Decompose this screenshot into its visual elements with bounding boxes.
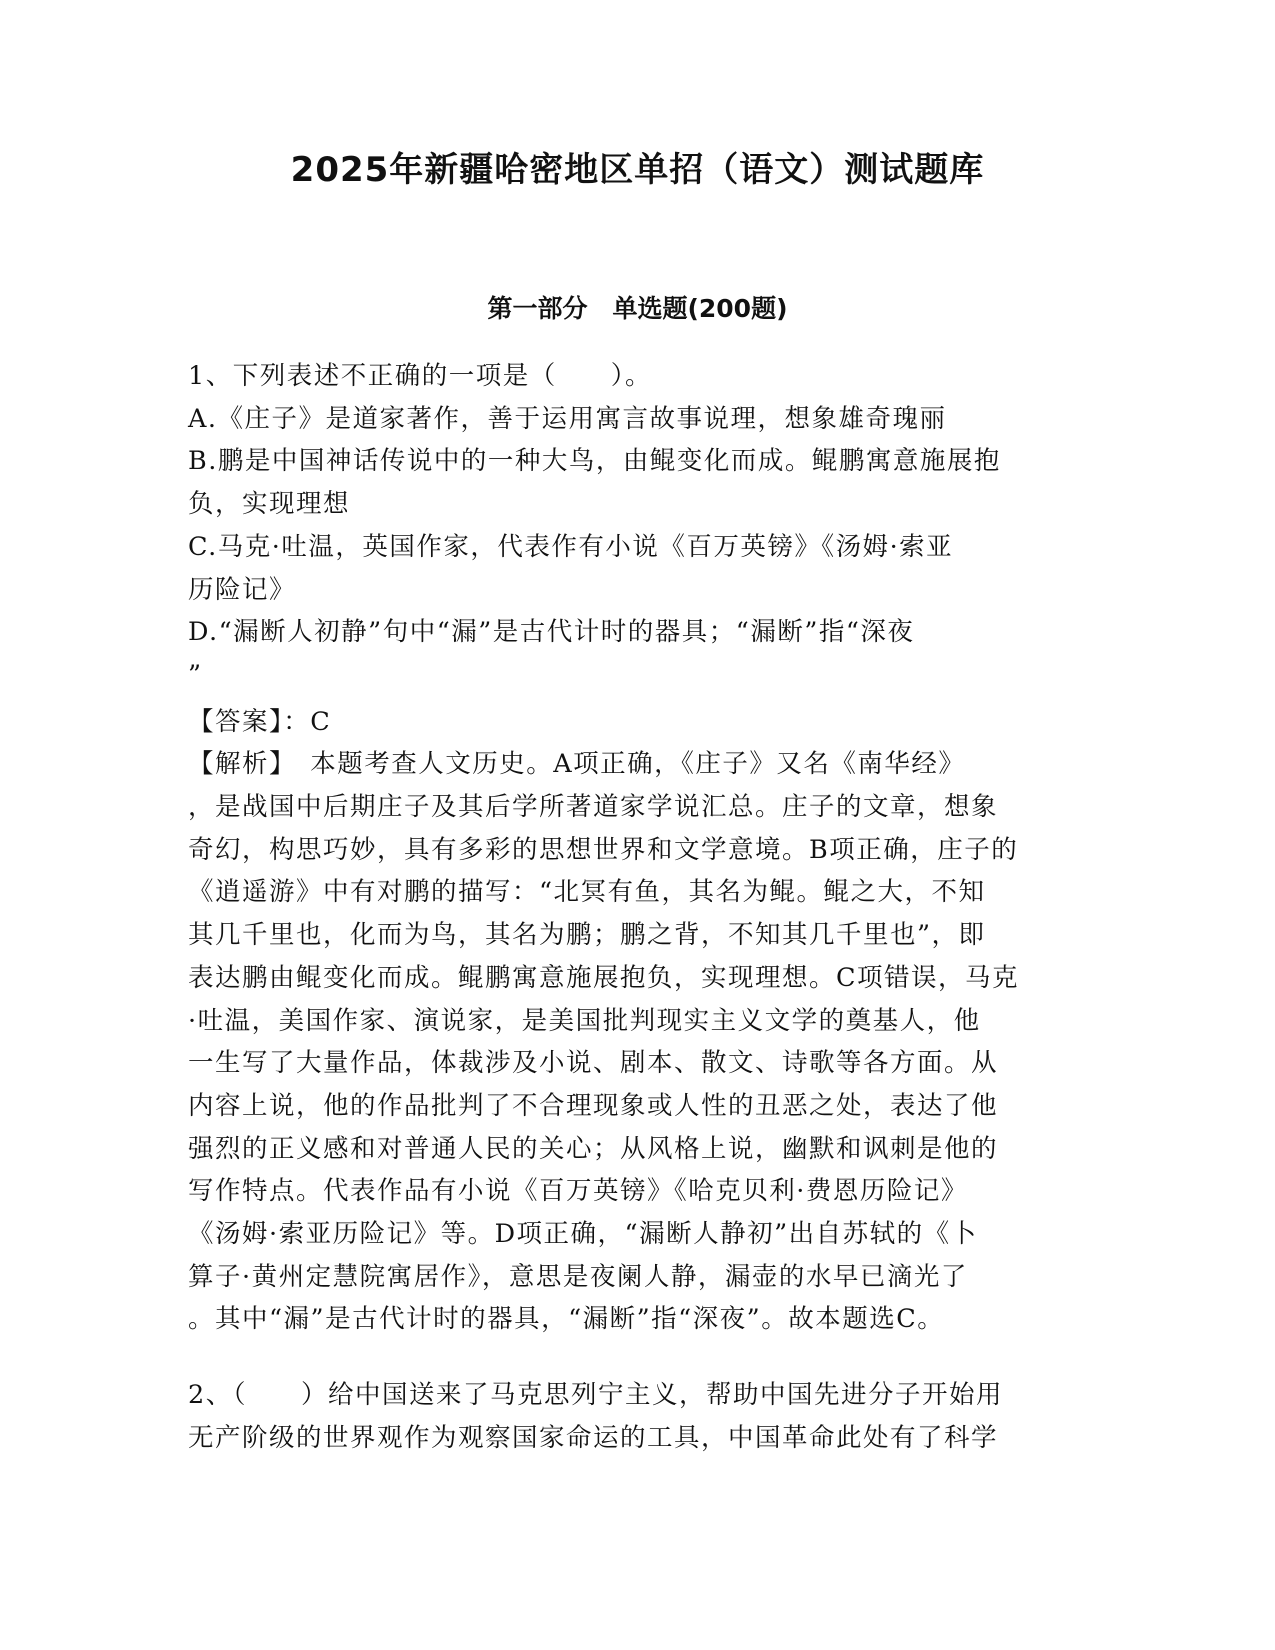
question-1 [188, 355, 1068, 1341]
analysis-line: ，是战国中后期庄子及其后学所著道家学说汇总。庄子的文章，想象 [188, 792, 999, 823]
analysis-line: 其几千里也，化而为鸟，其名为鹏；鹏之背，不知其几千里也”，即 [188, 920, 986, 951]
analysis-line: 《逍遥游》中有对鹏的描写：“北冥有鱼，其名为鲲。鲲之大，不知 [188, 877, 986, 908]
answer-line: 【答案】：C [188, 706, 332, 737]
option-d-line-1: D.“漏断人初静”句中“漏”是古代计时的器具；“漏断”指“深夜 [188, 617, 915, 648]
question-stem: 1、下列表述不正确的一项是（ ）。 [188, 361, 652, 391]
option-b-line-2: 负，实现理想 [188, 489, 351, 520]
analysis-line: 《汤姆·索亚历险记》等。D项正确，“漏断人静初”出自苏轼的《卜 [188, 1219, 978, 1250]
analysis-line: 内容上说，他的作品批判了不合理现象或人性的丑恶之处，表达了他 [188, 1090, 999, 1121]
analysis-line: 。其中“漏”是古代计时的器具，“漏断”指“深夜”。故本题选C。 [188, 1304, 945, 1335]
section-title: 第一部分 单选题(200题) [487, 294, 788, 323]
analysis-line: 表达鹏由鲲变化而成。鲲鹏寓意施展抱负，实现理想。C项错误，马克 [188, 962, 1020, 993]
question-2 [188, 1374, 1068, 1459]
option-c-line-2: 历险记》 [188, 574, 297, 605]
analysis-line: 强烈的正义感和对普通人民的关心；从风格上说，幽默和讽刺是他的 [188, 1133, 999, 1164]
question-2-line-1: 2、（ ）给中国送来了马克思列宁主义，帮助中国先进分子开始用 [188, 1380, 1003, 1410]
option-a: A.《庄子》是道家著作，善于运用寓言故事说理，想象雄奇瑰丽 [188, 403, 947, 434]
analysis-line: 算子·黄州定慧院寓居作》，意思是夜阑人静，漏壶的水早已滴光了 [188, 1261, 968, 1292]
option-c-line-1: C.马克·吐温，英国作家，代表作有小说《百万英镑》《汤姆·索亚 [188, 531, 954, 562]
analysis-line: 写作特点。代表作品有小说《百万英镑》《哈克贝利·费恩历险记》 [188, 1176, 968, 1207]
analysis-line: ·吐温，美国作家、演说家，是美国批判现实主义文学的奠基人，他 [188, 1005, 981, 1036]
analysis-line: 奇幻，构思巧妙，具有多彩的思想世界和文学意境。B项正确，庄子的 [188, 834, 1019, 865]
document-title: 2025年新疆哈密地区单招（语文）测试题库 [290, 150, 985, 190]
analysis-line: 一生写了大量作品，体裁涉及小说、剧本、散文、诗歌等各方面。从 [188, 1048, 999, 1079]
option-b-line-1: B.鹏是中国神话传说中的一种大鸟，由鲲变化而成。鲲鹏寓意施展抱 [188, 446, 1001, 477]
analysis-line: 【解析】 本题考查人文历史。A项正确，《庄子》又名《南华经》 [188, 749, 966, 780]
option-d-line-2: ” [188, 659, 203, 690]
question-2-line-2: 无产阶级的世界观作为观察国家命运的工具，中国革命此处有了科学 [188, 1422, 999, 1453]
